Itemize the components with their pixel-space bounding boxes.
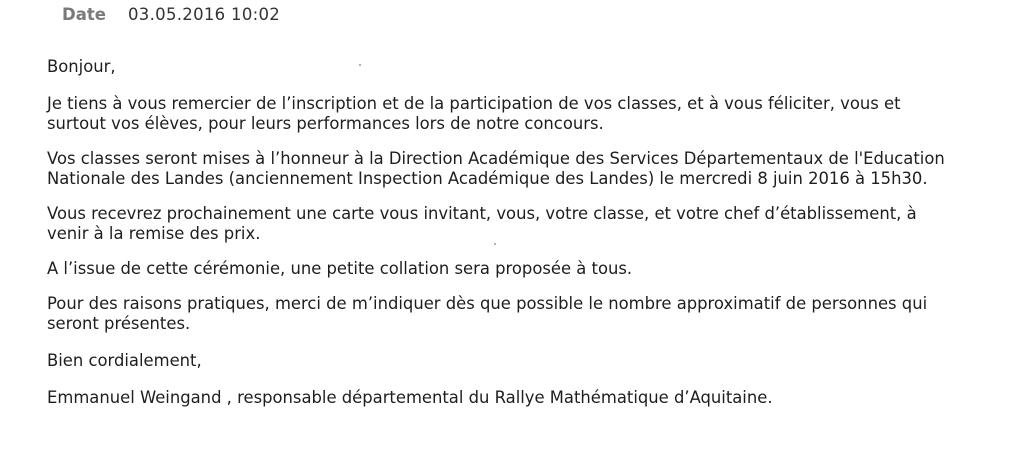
date-label: Date [62,5,106,24]
date-value: 03.05.2016 10:02 [128,5,281,24]
paragraph-collation: A l’issue de cette cérémonie, une petite collation sera proposée à tous. [47,259,633,278]
paragraph-invitation-card [47,204,1007,244]
email-header [62,5,280,24]
paragraph-ceremony-location [47,149,1007,189]
paragraph-line: Pour des raisons pratiques, merci de m’indiquer dès que possible le nombre approximatif de personnes qui [47,294,928,313]
paragraph-line: Je tiens à vous remercier de l’inscription et de la participation de vos classes, et à vous féliciter, vous et [47,94,901,113]
paragraph-attendance-request [47,294,1007,334]
paragraph-line: venir à la remise des prix. [47,224,261,243]
closing: Bien cordialement, [47,351,202,370]
letter-body [47,57,1007,408]
paragraph-line: Vos classes seront mises à l’honneur à la Direction Académique des Services Départementaux de l'Education [47,149,945,168]
signature: Emmanuel Weingand , responsable départemental du Rallye Mathématique d’Aquitaine. [47,388,773,407]
scan-speck [494,243,496,245]
greeting: Bonjour, [47,57,116,76]
paragraph-line: surtout vos élèves, pour leurs performances lors de notre concours. [47,114,604,133]
scan-speck [359,64,361,66]
paragraph-line: Vous recevrez prochainement une carte vous invitant, vous, votre classe, et votre chef d’établissement, à [47,204,917,223]
paragraph-line: seront présentes. [47,314,191,333]
paragraph-thanks [47,94,1007,134]
paragraph-line: Nationale des Landes (anciennement Inspection Académique des Landes) le mercredi 8 juin 2016 à 15h30. [47,169,928,188]
